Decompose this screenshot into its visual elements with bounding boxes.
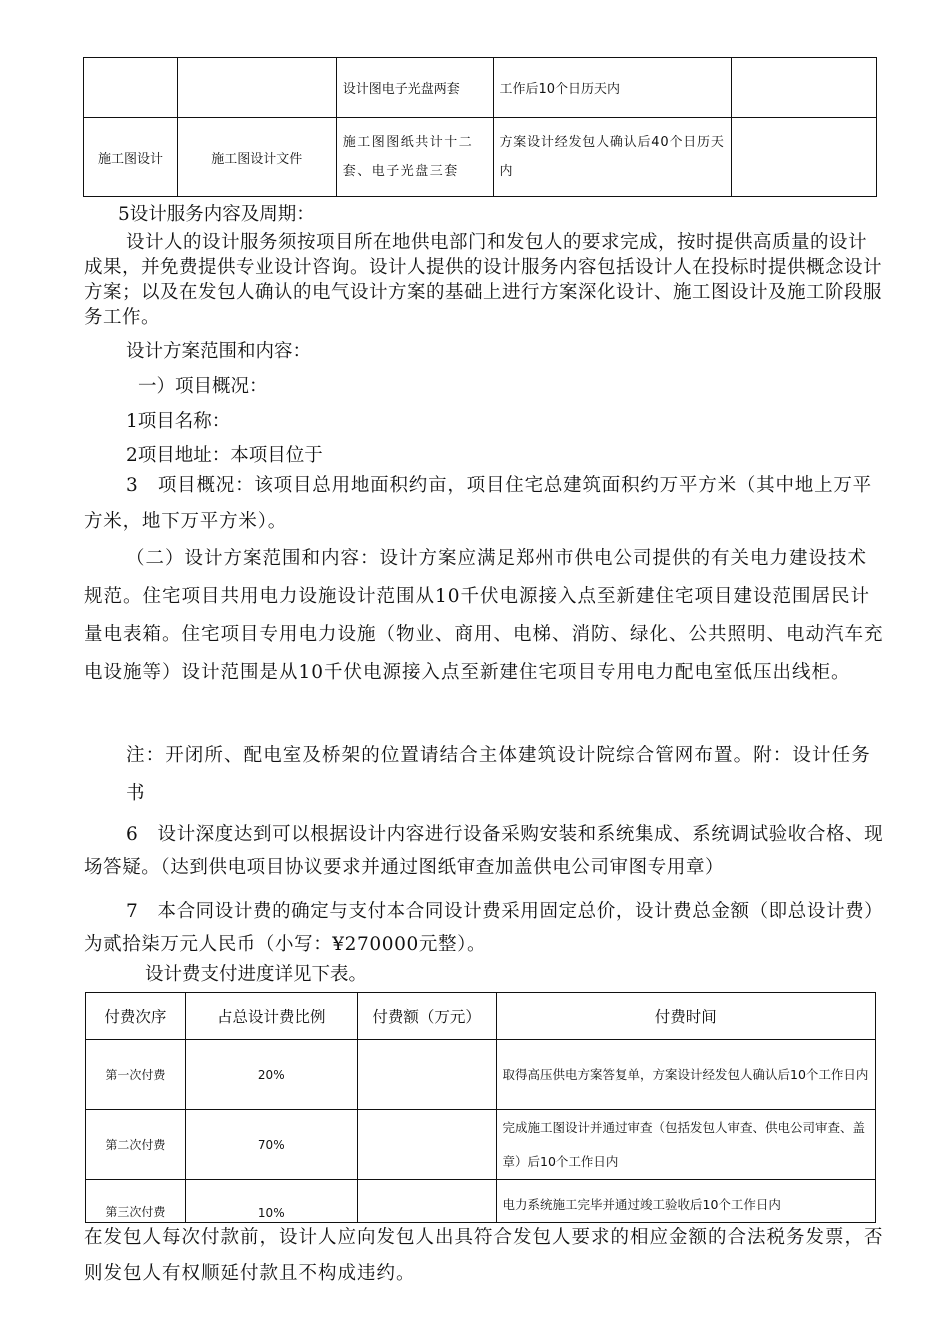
table-cell: 第三次付费 (86, 1180, 186, 1223)
paragraph: 在发包人每次付款前，设计人应向发包人出具符合发包人要求的相应金额的合法税务发票，否则发包人有权顺延付款且不构成违约。 (84, 1227, 884, 1284)
table-cell: 施工图设计 (84, 118, 178, 197)
column-header: 付费次序 (86, 993, 186, 1040)
design-deliverables-table (83, 57, 877, 197)
table-row (86, 1180, 876, 1223)
table-cell (357, 1180, 496, 1223)
table-cell (357, 1110, 496, 1180)
table-cell (177, 58, 336, 118)
table-cell: 设计图电子光盘两套 (336, 58, 493, 118)
table-row (84, 118, 877, 197)
table-cell: 施工图图纸共计十二套、电子光盘三套 (336, 118, 493, 197)
table-cell: 电力系统施工完毕并通过竣工验收后10个工作日内 (496, 1180, 876, 1223)
table-row (86, 1040, 876, 1110)
paragraph: 设计人的设计服务须按项目所在地供电部门和发包人的要求完成，按时提供高质量的设计成果，并免费提供专业设计咨询。设计人提供的设计服务内容包括设计人在投标时提供概念设计方案；以及在发包人确认的电气设计方案的基础上进行方案深化设计、施工图设计及施工阶段服务工作。 (84, 232, 883, 328)
note: 注：开闭所、配电室及桥架的位置请结合主体建筑设计院综合管网布置。附：设计任务书 (126, 745, 871, 804)
paragraph: 设计费支付进度详见下表。 (145, 964, 368, 985)
table-cell: 方案设计经发包人确认后40个日历天内 (493, 118, 732, 197)
list-item: 1项目名称： (126, 411, 231, 432)
paragraph: 7 本合同设计费的确定与支付本合同设计费采用固定总价，设计费总金额（即总设计费）为贰拾柒万元人民币（小写：¥270000元整）。 (84, 901, 884, 955)
table-row (86, 1110, 876, 1180)
table-cell: 20% (185, 1040, 357, 1110)
table-cell (732, 118, 877, 197)
list-item: 2项目地址：本项目位于 (126, 445, 323, 466)
table-header-row (86, 993, 876, 1040)
table-cell (84, 58, 178, 118)
payment-schedule-table (85, 992, 876, 1223)
table-cell: 完成施工图设计并通过审查（包括发包人审查、供电公司审查、盖章）后10个工作日内 (496, 1110, 876, 1180)
table-cell (732, 58, 877, 118)
table-cell: 工作后10个日历天内 (493, 58, 732, 118)
table-cell: 10% (185, 1180, 357, 1223)
table-cell: 第一次付费 (86, 1040, 186, 1110)
paragraph: 3 项目概况：该项目总用地面积约亩，项目住宅总建筑面积约万平方米（其中地上万平方米，地下万平方米）。 (84, 475, 872, 532)
subheading: 一）项目概况： (138, 376, 268, 397)
paragraph: 6 设计深度达到可以根据设计内容进行设备采购安装和系统集成、系统调试验收合格、现场答疑。（达到供电项目协议要求并通过图纸审查加盖供电公司审图专用章） (84, 824, 884, 878)
column-header: 付费额（万元） (357, 993, 496, 1040)
table-row (84, 58, 877, 118)
table-cell (357, 1040, 496, 1110)
column-header: 付费时间 (496, 993, 876, 1040)
paragraph: （二）设计方案范围和内容：设计方案应满足郑州市供电公司提供的有关电力建设技术规范。住宅项目共用电力设施设计范围从10千伏电源接入点至新建住宅项目建设范围居民计量电表箱。住宅项目专用电力设施（物业、商用、电梯、消防、绿化、公共照明、电动汽车充电设施等）设计范围是从10千伏电源接入点至新建住宅项目专用电力配电室低压出线柜。 (84, 548, 884, 683)
subheading: 设计方案范围和内容： (126, 341, 312, 362)
table-cell: 施工图设计文件 (177, 118, 336, 197)
table-cell: 取得高压供电方案答复单，方案设计经发包人确认后10个工作日内 (496, 1040, 876, 1110)
table-cell: 70% (185, 1110, 357, 1180)
section-heading: 5设计服务内容及周期： (118, 204, 315, 225)
table-cell: 第二次付费 (86, 1110, 186, 1180)
column-header: 占总设计费比例 (185, 993, 357, 1040)
